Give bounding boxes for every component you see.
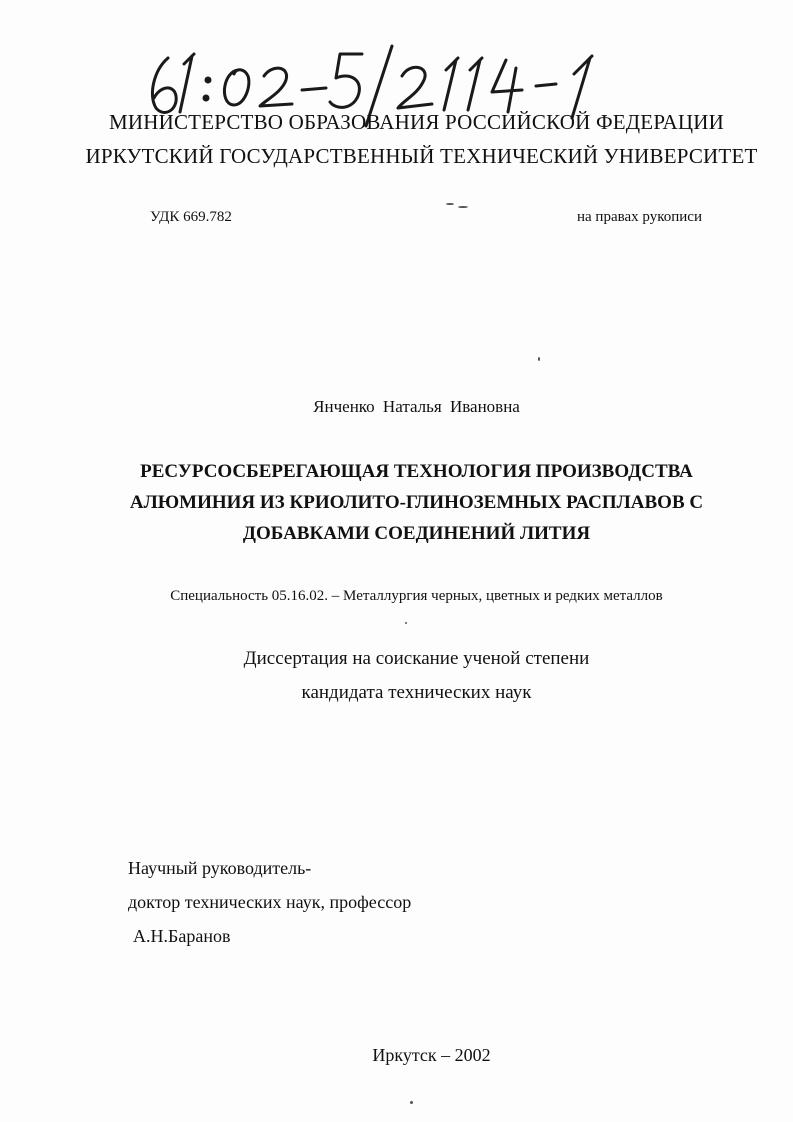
title-line-1: РЕСУРСОСБЕРЕГАЮЩАЯ ТЕХНОЛОГИЯ ПРОИЗВОДСТВА — [140, 461, 693, 482]
scan-speck — [458, 206, 468, 208]
dissertation-title — [0, 456, 793, 549]
udk-code: УДК 669.782 — [150, 209, 232, 225]
dissertation-type-line-1: Диссертация на соискание ученой степени — [243, 648, 590, 669]
supervisor-name: А.Н.Баранов — [133, 926, 231, 946]
author-name: Янченко Наталья Ивановна — [313, 397, 520, 416]
scan-speck — [446, 203, 454, 205]
university-heading: ИРКУТСКИЙ ГОСУДАРСТВЕННЫЙ ТЕХНИЧЕСКИЙ УНИВЕРСИТЕТ — [85, 144, 758, 168]
ministry-heading: МИНИСТЕРСТВО ОБРАЗОВАНИЯ РОССИЙСКОЙ ФЕДЕРАЦИИ — [108, 110, 724, 134]
supervisor-degree: доктор технических наук, профессор — [128, 892, 412, 912]
manuscript-rights-note: на правах рукописи — [577, 209, 702, 225]
scan-speck — [538, 357, 540, 361]
specialty-line: Специальность 05.16.02. – Металлургия черных, цветных и редких металлов — [170, 588, 663, 604]
dissertation-type-line-2: кандидата технических наук — [301, 682, 532, 703]
supervisor-role: Научный руководитель- — [128, 858, 312, 878]
archive-mark-text: 61: 02-5/2114-1 — [140, 40, 147, 41]
city-year: Иркутск – 2002 — [372, 1045, 491, 1065]
title-line-3: ДОБАВКАМИ СОЕДИНЕНИЙ ЛИТИЯ — [242, 523, 591, 544]
supervisor-block — [128, 851, 411, 953]
scan-speck — [410, 1101, 413, 1104]
title-line-2: АЛЮМИНИЯ ИЗ КРИОЛИТО-ГЛИНОЗЕМНЫХ РАСПЛАВОВ С — [129, 492, 704, 513]
scan-speck — [405, 622, 407, 624]
